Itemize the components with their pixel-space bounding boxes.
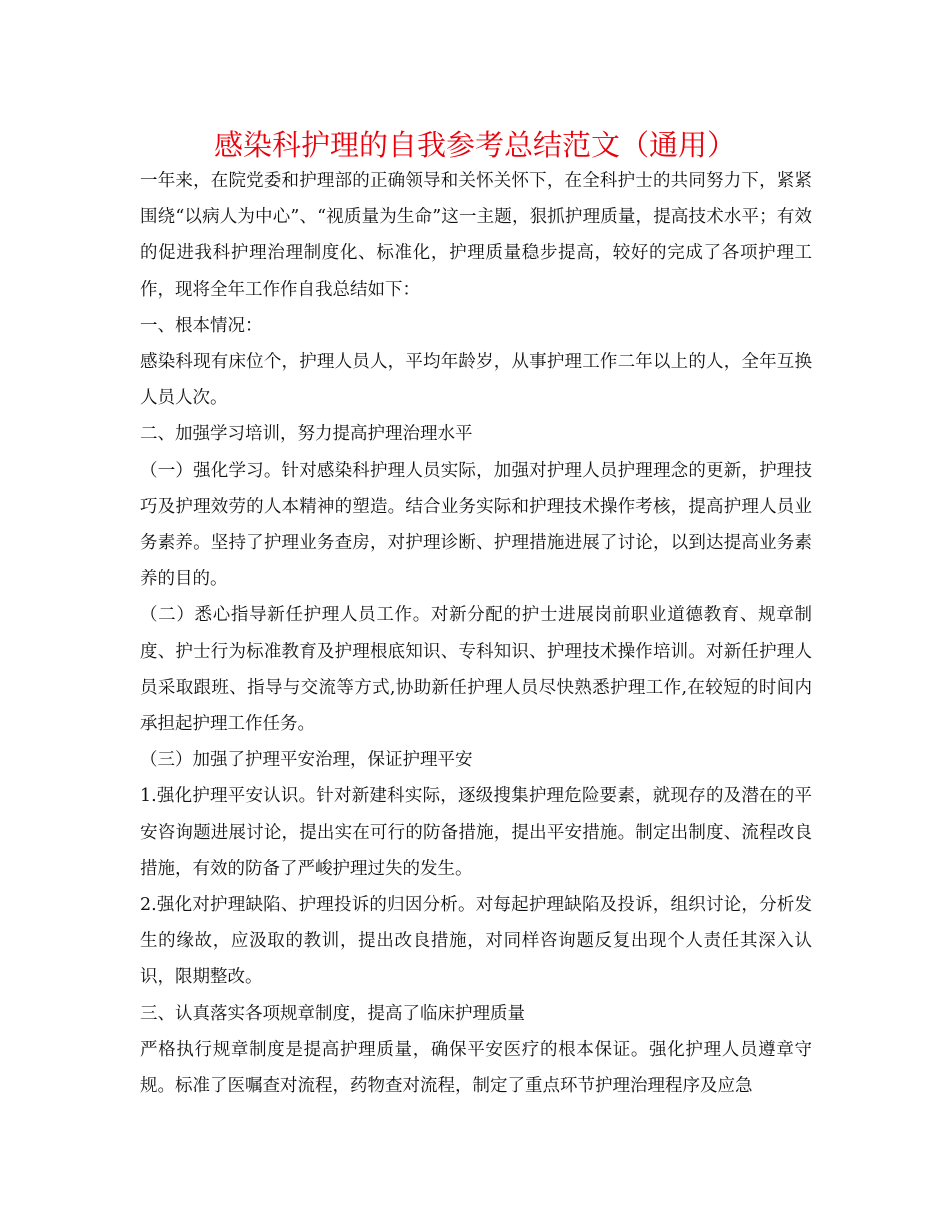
heading-safety-management: （三）加强了护理平安治理，保证护理平安	[140, 750, 473, 771]
paragraph-safety-awareness: 1.强化护理平安认识。针对新建科实际，逐级搜集护理危险要素，就现存的及潜在的平安咨询题进展讨论，提出实在可行的防备措施，提出平安措施。制定出制度、流程改良措施，有效的防备了严峻护理过失的发生。	[140, 786, 812, 879]
paragraph-strengthen-learning: （一）强化学习。针对感染科护理人员实际，加强对护理人员护理理念的更新，护理技巧及护理效劳的人本精神的塑造。结合业务实际和护理技术操作考核，提高护理人员业务素养。坚持了护理业务查房，对护理诊断、护理措施进展了讨论，以到达提高业务素养的目的。	[140, 460, 812, 590]
paragraph-regulations: 严格执行规章制度是提高护理质量，确保平安医疗的根本保证。强化护理人员遵章守规。标准了医嘱查对流程，药物查对流程，制定了重点环节护理治理程序及应急	[140, 1039, 812, 1097]
paragraph-new-staff-guidance: （二）悉心指导新任护理人员工作。对新分配的护士进展岗前职业道德教育、规章制度、护士行为标准教育及护理根底知识、专科知识、护理技术操作培训。对新任护理人员采取跟班、指导与交流等方式,协助新任护理人员尽快熟悉护理工作,在较短的时间内承担起护理工作任务。	[140, 605, 812, 735]
document-body	[140, 163, 812, 1104]
document-title: 感染科护理的自我参考总结范文（通用）	[213, 128, 736, 162]
paragraph-intro: 一年来，在院党委和护理部的正确领导和关怀关怀下，在全科护士的共同努力下，紧紧围绕“以病人为中心”、“视质量为生命”这一主题，狠抓护理质量，提高技术水平；有效的促进我科护理治理制度化、标准化，护理质量稳步提高，较好的完成了各项护理工作，现将全年工作作自我总结如下：	[140, 171, 812, 300]
heading-regulations: 三、认真落实各项规章制度，提高了临床护理质量	[140, 1003, 525, 1024]
heading-basic-situation: 一、根本情况：	[140, 315, 263, 336]
paragraph-defect-analysis: 2.强化对护理缺陷、护理投诉的归因分析。对每起护理缺陷及投诉，组织讨论，分析发生的缘故，应汲取的教训，提出改良措施，对同样咨询题反复出现个人责任其深入认识，限期整改。	[140, 895, 812, 988]
heading-training: 二、加强学习培训，努力提高护理治理水平	[140, 424, 473, 445]
paragraph-basic-situation: 感染科现有床位个，护理人员人，平均年龄岁，从事护理工作二年以上的人，全年互换人员人次。	[140, 352, 812, 409]
